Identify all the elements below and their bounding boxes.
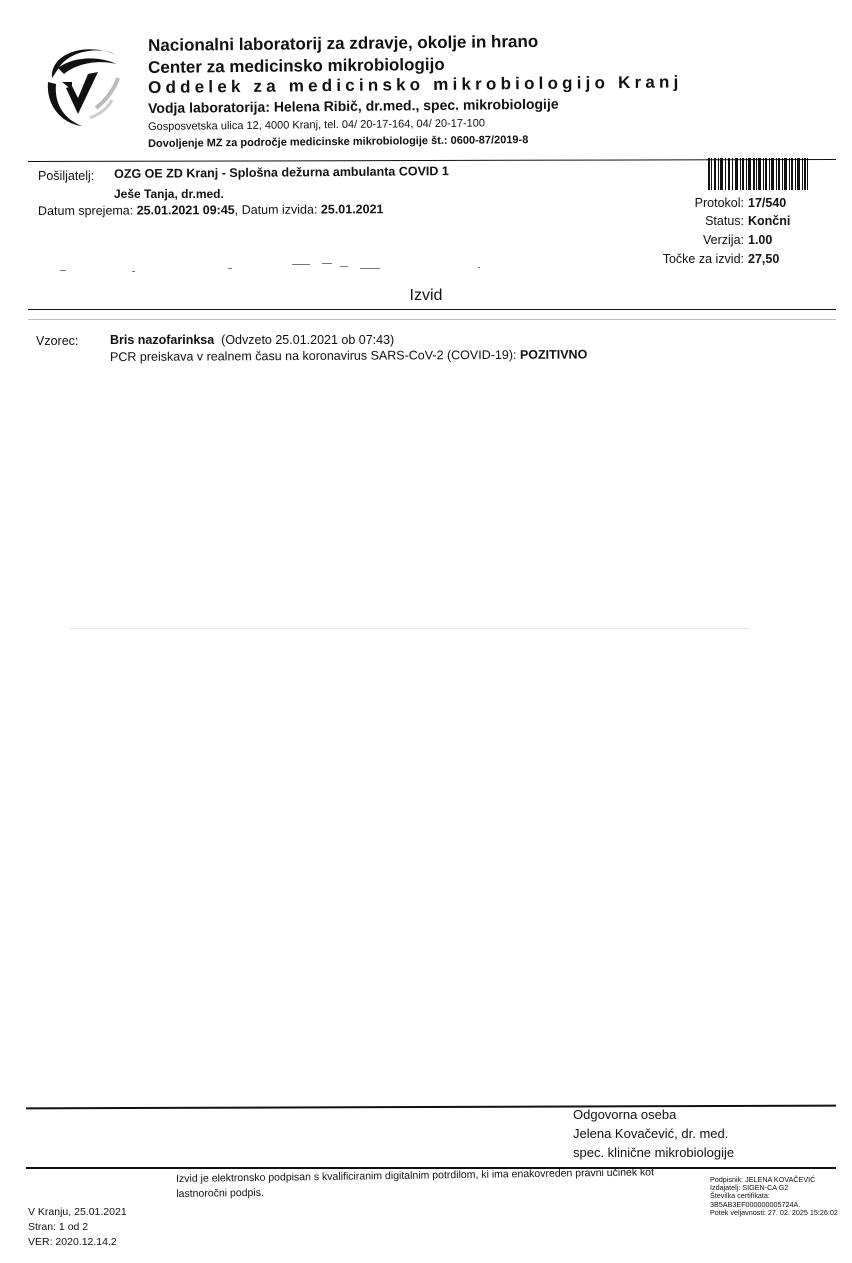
barcode [708, 158, 808, 190]
protocol-row [695, 196, 796, 210]
protocol-value: 17/540 [748, 196, 787, 210]
version-label: Verzija: [703, 233, 744, 247]
test-name: PCR preiskava v realnem času na koronavirus SARS-CoV-2 (COVID-19): [110, 347, 517, 364]
points-label: Točke za izvid: [662, 252, 744, 266]
sample-line [110, 333, 394, 347]
center-name: Center za medicinsko mikrobiologijo [148, 54, 445, 77]
issued-label: Datum izvida: [241, 202, 318, 217]
nlzoh-logo [44, 38, 128, 130]
permit-number: 0600-87/2019-8 [450, 134, 529, 147]
esign-statement: Izvid je elektronsko podpisan s kvalificiranim digitalnim potrdilom, ki ima enakovreden pravni učinek kot lastnoročni podpis. [176, 1166, 655, 1200]
permit-label: Dovoljenje MZ za področje medicinske mikrobiologije št.: [148, 134, 448, 150]
responsible-divider [26, 1105, 836, 1110]
report-title: Izvid [409, 287, 443, 304]
status-row [705, 214, 796, 228]
sender-doctor: Ješe Tanja, dr.med. [114, 187, 224, 201]
sender-institution: OZG OE ZD Kranj - Splošna dežurna ambulanta COVID 1 [114, 164, 449, 181]
status-value: Končni [748, 214, 791, 228]
redacted-line [60, 258, 480, 278]
received-label: Datum sprejema: [38, 203, 134, 218]
received-value: 25.01.2021 09:45 [136, 202, 235, 218]
title-divider-thin [28, 319, 836, 320]
responsible-name: Jelena Kovačević, dr. med. [573, 1126, 729, 1141]
department-name: Oddelek za medicinsko mikrobiologijo Kranj [148, 72, 683, 97]
signature-issuer: Izdajatelj: SIGEN-CA G2 [710, 1183, 789, 1193]
dates-separator: , [234, 202, 239, 217]
lab-head-name: Helena Ribič, dr.med., spec. mikrobiologije [273, 95, 559, 115]
sample-type: Bris nazofarinksa [110, 333, 215, 347]
lab-head-label: Vodja laboratorija: [148, 98, 271, 116]
sample-label: Vzorec: [36, 334, 79, 348]
dates-line [38, 202, 384, 218]
signature-cert-number: 3B5AB3EF000000005724A. [710, 1199, 801, 1209]
signature-block [710, 1176, 838, 1217]
protocol-label: Protokol: [694, 196, 744, 210]
page-number: Stran: 1 od 2 [28, 1221, 89, 1233]
version-row [703, 233, 796, 247]
permit [148, 134, 528, 150]
signature-validity: Potek veljavnosti: 27. 02. 2025 15:26:02 [710, 1207, 838, 1217]
status-label: Status: [705, 214, 744, 228]
lab-name: Nacionalni laboratorij za zdravje, okolje in hrano [148, 31, 539, 55]
responsible-title: spec. klinične mikrobiologije [573, 1145, 735, 1160]
sender-label: Pošiljatelj: [38, 169, 95, 183]
points-value: 27,50 [748, 252, 780, 266]
title-divider-top [28, 309, 836, 310]
version-value: 1.00 [748, 233, 773, 247]
test-line [110, 348, 587, 364]
lab-head [148, 96, 559, 116]
test-result: POZITIVNO [519, 347, 588, 362]
scan-artifact [70, 628, 750, 633]
place-date: V Kranju, 25.01.2021 [28, 1206, 127, 1218]
responsible-label: Odgovorna oseba [573, 1107, 677, 1122]
form-version: VER: 2020.12.14.2 [28, 1236, 117, 1248]
sample-taken: (Odvzeto 25.01.2021 ob 07:43) [221, 333, 395, 347]
signature-signer: Podpisnik: JELENA KOVAČEVIĆ [710, 1175, 816, 1184]
issued-value: 25.01.2021 [320, 202, 384, 217]
signature-cert-label: Številka certifikata: [710, 1191, 770, 1201]
points-row [663, 252, 796, 266]
address: Gosposvetska ulica 12, 4000 Kranj, tel. 04/ 20-17-164, 04/ 20-17-100 [148, 117, 486, 133]
